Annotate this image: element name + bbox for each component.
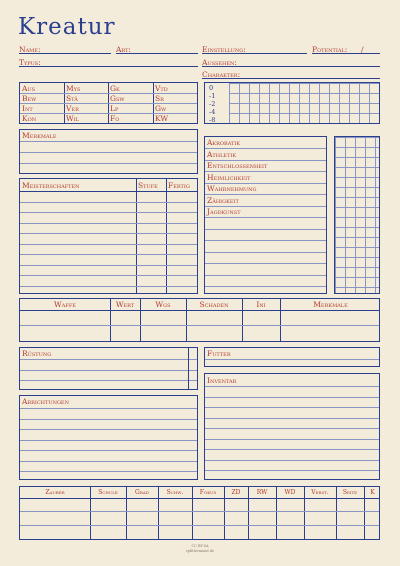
attribute-label: Sr: [155, 94, 164, 103]
spell-column-header: RW: [256, 489, 268, 496]
weapon-column-header: Merkmale: [313, 300, 348, 309]
weapon-column-header: Wert: [115, 300, 135, 309]
attribute-label: Vtd: [155, 84, 168, 93]
skill-label: Jagdkunst: [207, 207, 241, 216]
attribute-label: Wil: [66, 114, 80, 123]
footer-license: CC BY-SA: [191, 544, 209, 548]
skill-label: Heimlichkeit: [207, 172, 251, 182]
modifier-label: -2: [209, 100, 216, 108]
attribute-label: Stä: [66, 94, 78, 103]
potential-separator: /: [361, 45, 364, 54]
attributes-table: [19, 82, 198, 124]
name-label: Name:: [19, 45, 41, 54]
aussehen-field[interactable]: [202, 66, 380, 67]
spell-column-header: ZD: [231, 489, 241, 496]
weapon-column-header: Schaden: [199, 300, 229, 309]
attribute-label: Bew: [22, 94, 37, 103]
attribute-label: Fo: [110, 114, 120, 123]
inventar-box[interactable]: [204, 373, 380, 480]
skill-label: Wahrnehmung: [207, 184, 257, 193]
skills-grid[interactable]: [334, 136, 380, 294]
ruestung-box[interactable]: [19, 347, 198, 390]
einstellung-label: Einstellung:: [202, 45, 246, 54]
art-label: Art:: [116, 45, 131, 54]
skills-box[interactable]: [204, 136, 327, 294]
attribute-label: Gk: [110, 84, 120, 93]
spell-column-header: Fokus: [199, 489, 217, 496]
stufe-header: Stufe: [138, 181, 158, 190]
skill-label: Akrobatik: [207, 138, 241, 147]
spell-column-header: Schw.: [166, 489, 184, 496]
typus-label: Typus:: [19, 58, 41, 67]
spell-column-header: K: [370, 489, 375, 496]
weapons-table[interactable]: [19, 298, 380, 342]
futter-header: Futter: [207, 349, 231, 358]
spell-column-header: WD: [284, 489, 296, 496]
abrichtungen-box[interactable]: [19, 395, 198, 480]
weapon-column-header: Ini: [256, 300, 266, 309]
inventar-header: Inventar: [207, 376, 237, 385]
art-field[interactable]: [116, 53, 198, 54]
aussehen-label: Aussehen:: [202, 58, 237, 67]
spell-column-header: Seite: [342, 489, 358, 496]
merkmale-header: Merkmale: [22, 131, 57, 140]
modifier-grid: [204, 82, 380, 124]
weapon-column-header: Wgs: [155, 300, 171, 309]
merkmale-box[interactable]: [19, 129, 198, 174]
footer-site: splittermond.de: [185, 549, 215, 553]
attribute-label: Gw: [155, 104, 167, 113]
attribute-label: Gsw: [110, 94, 125, 103]
modifier-label: 0: [209, 84, 214, 92]
attribute-label: Lp: [110, 104, 119, 113]
charakter-field[interactable]: [202, 78, 380, 79]
skill-label: Athletik: [207, 149, 237, 159]
fertig-header: Fertig: [168, 181, 190, 190]
potential-field[interactable]: [312, 53, 380, 54]
page-title: Kreatur: [18, 14, 116, 40]
attribute-label: Int: [22, 104, 33, 113]
abrichtungen-header: Abrichtungen: [22, 397, 69, 406]
modifier-label: -1: [209, 92, 216, 100]
weapon-column-header: Waffe: [54, 300, 76, 309]
spell-column-header: Zauber: [45, 489, 65, 496]
attribute-label: Kon: [22, 114, 37, 123]
charakter-label: Charakter:: [202, 70, 241, 79]
skill-label: Entschlossenheit: [207, 161, 268, 170]
einstellung-field[interactable]: [202, 53, 307, 54]
name-field[interactable]: [19, 53, 111, 54]
meisterschaften-header: Meisterschaften: [22, 181, 80, 190]
attribute-label: Ver: [66, 104, 79, 113]
modifier-grid-cells[interactable]: [229, 83, 379, 123]
ruestung-header: Rüstung: [22, 349, 52, 358]
spell-column-header: Schule: [98, 489, 118, 496]
modifier-label: -4: [209, 108, 216, 116]
spell-column-header: Verst.: [311, 489, 329, 496]
modifier-label: -8: [209, 116, 216, 124]
typus-field[interactable]: [19, 66, 198, 67]
attribute-label: Mys: [66, 84, 81, 93]
attribute-label: KW: [155, 114, 169, 123]
potential-label: Potential:: [312, 45, 348, 54]
futter-box[interactable]: [204, 347, 380, 367]
skill-label: Zähigkeit: [207, 195, 239, 205]
meisterschaften-box[interactable]: [19, 178, 198, 294]
spells-table[interactable]: [19, 486, 380, 540]
attribute-label: Aus: [22, 84, 36, 93]
spell-column-header: Grad: [135, 489, 149, 496]
